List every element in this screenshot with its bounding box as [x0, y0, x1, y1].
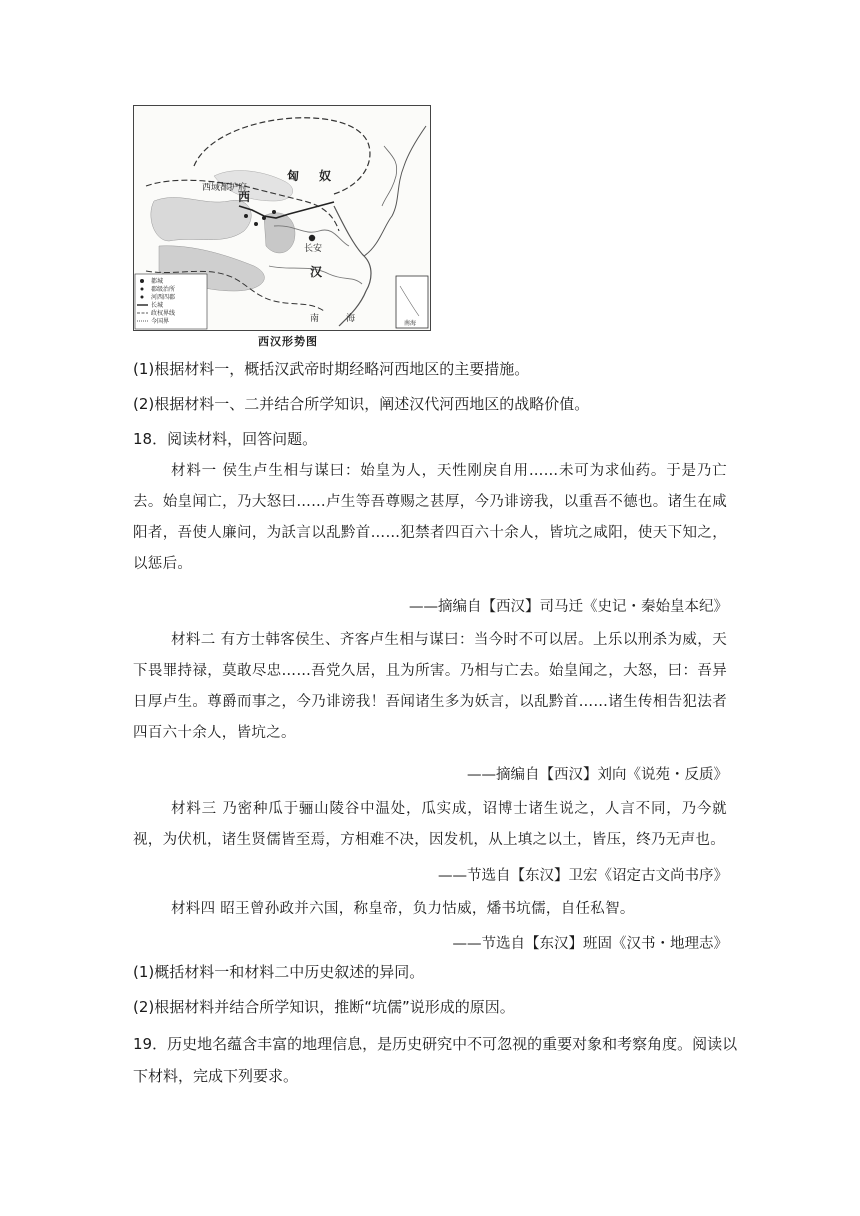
legend-item-hexi-four: 河西四郡 — [151, 294, 176, 301]
map-label-xiyu-duhu: 西域都护府 — [202, 183, 248, 193]
material-3: 材料三 乃密种瓜于骊山陵谷中温处，瓜实成，诏博士诸生说之，人言不同，乃今就视，为伏机，诸生贤儒皆至焉，方相难不决，因发机，从上填之以土，皆压，终乃无声也。 — [133, 801, 727, 848]
inset-label-nanhai: 南海 — [404, 320, 417, 327]
map-label-xiongnu-2: 奴 — [319, 169, 332, 183]
map-label-han: 汉 — [310, 265, 323, 279]
material-1-source: ——摘编自【西汉】司马迁《史记・秦始皇本纪》 — [409, 599, 728, 615]
material-2: 材料二 有方士韩客侯生、齐客卢生相与谋曰：当今时不可以居。上乐以刑杀为威，天下畏罪持禄，莫敢尽忠……吾党久居，且为所害。乃相与亡去。始皇闻之，大怒，曰：吾异日厚卢生。尊爵而事之，今乃诽谤我！吾闻诸生多为妖言，以乱黔首……诸生传相告犯法者四百六十余人，皆坑之。 — [133, 632, 727, 741]
material-4: 材料四 昭王曾孙政并六国，称皇帝，负力怙威，燔书坑儒，自任私智。 — [171, 901, 635, 917]
question-18-1: (1)概括材料一和材料二中历史叙述的异同。 — [133, 963, 425, 981]
legend-item-prefecture-seat: 郡级治所 — [151, 286, 176, 293]
material-4-source: ——节选自【东汉】班固《汉书・地理志》 — [452, 936, 728, 952]
question-19-line-2: 下材料，完成下列要求。 — [133, 1067, 299, 1085]
western-han-map — [133, 105, 431, 331]
map-label-xi: 西 — [238, 190, 251, 204]
question-17-2: (2)根据材料一、二并结合所学知识，阐述汉代河西地区的战略价值。 — [133, 395, 590, 413]
map-label-nanhai-2: 海 — [346, 314, 356, 324]
legend-item-capital: 都城 — [151, 278, 164, 285]
material-1: 材料一 侯生卢生相与谋曰：始皇为人，天性刚戾自用……未可为求仙药。于是乃亡去。始皇闻亡，乃大怒曰……卢生等吾尊赐之甚厚，今乃诽谤我，以重吾不德也。诸生在咸阳者，吾使人廉问，为訞言以乱黔首……犯禁者四百六十余人，皆坑之咸阳，使天下知之，以惩后。 — [133, 463, 727, 572]
material-3-source: ——节选自【东汉】卫宏《诏定古文尚书序》 — [438, 868, 728, 884]
question-18-2: (2)根据材料并结合所学知识，推断“坑儒”说形成的原因。 — [133, 998, 515, 1016]
question-19-line-1: 19．历史地名蕴含丰富的地理信息，是历史研究中不可忽视的重要对象和考察角度。阅读以 — [133, 1035, 738, 1053]
map-label-xiongnu-1: 匈 — [287, 169, 300, 183]
question-17-1: (1)根据材料一，概括汉武帝时期经略河西地区的主要措施。 — [133, 360, 530, 378]
map-label-nanhai-1: 南 — [310, 314, 320, 324]
question-18-heading: 18．阅读材料，回答问题。 — [133, 430, 318, 448]
legend-item-great-wall: 长城 — [151, 302, 164, 309]
map-label-changan: 长安 — [304, 244, 323, 254]
material-2-source: ——摘编自【西汉】刘向《说苑・反质》 — [467, 767, 728, 783]
legend-item-modern-border: 今国界 — [151, 318, 170, 325]
legend-item-regime-border: 政权界线 — [151, 310, 176, 317]
map-caption: 西汉形势图 — [258, 335, 318, 348]
